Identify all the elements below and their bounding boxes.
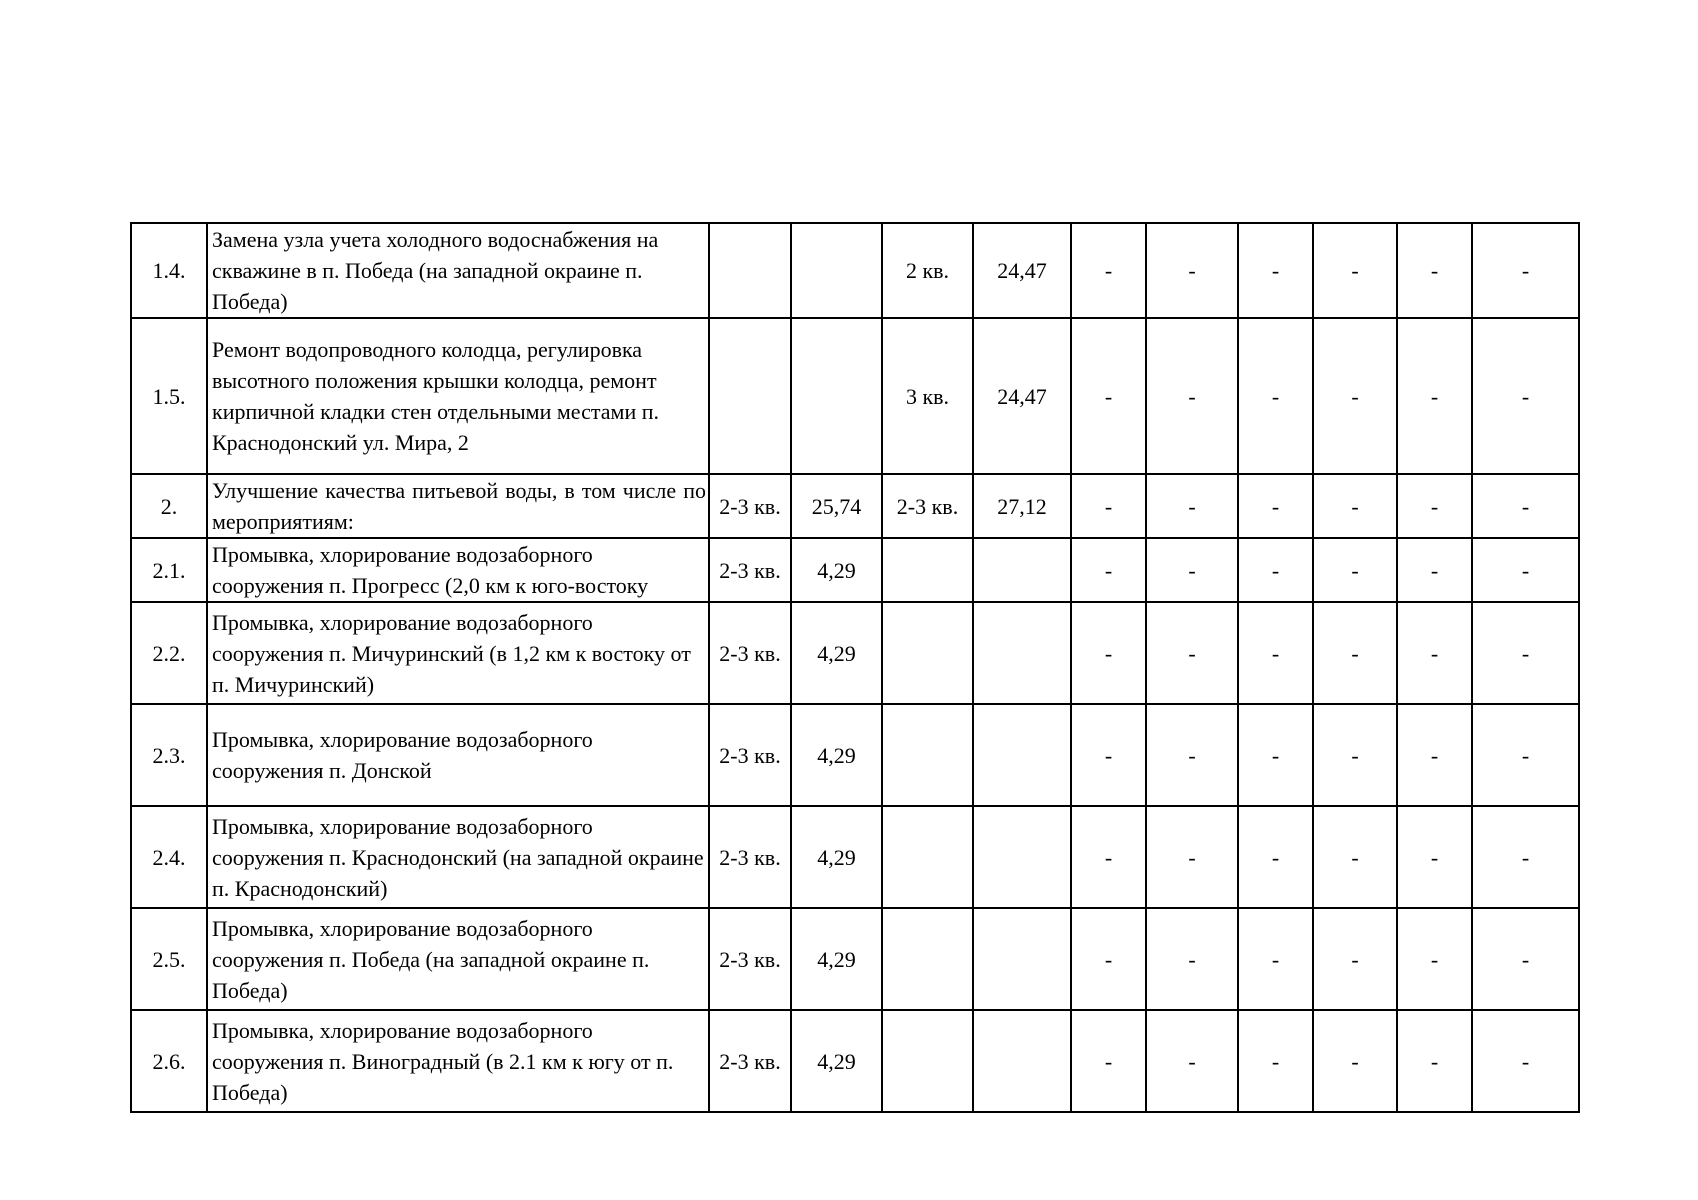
dash-cell: - (1313, 908, 1397, 1010)
dash-cell: - (1238, 223, 1313, 318)
plan-cost: 4,29 (791, 806, 882, 908)
dash-cell: - (1238, 602, 1313, 704)
dash-cell: - (1071, 474, 1146, 538)
dash-cell: - (1472, 704, 1579, 806)
actual-cost: 24,47 (973, 318, 1071, 474)
row-description: Промывка, хлорирование водозаборного сооружения п. Мичуринский (в 1,2 км к востоку от п. Мичуринский) (207, 602, 709, 704)
row-description: Ремонт водопроводного колодца, регулировка высотного положения крышки колодца, ремонт кирпичной кладки стен отдельными местами п. Краснодонский ул. Мира, 2 (207, 318, 709, 474)
dash-cell: - (1472, 538, 1579, 602)
dash-cell: - (1472, 318, 1579, 474)
dash-cell: - (1313, 704, 1397, 806)
row-description: Улучшение качества питьевой воды, в том числе по мероприятиям: (207, 474, 709, 538)
plan-cost (791, 223, 882, 318)
dash-cell: - (1397, 908, 1472, 1010)
actual-period (882, 806, 973, 908)
dash-cell: - (1071, 1010, 1146, 1112)
dash-cell: - (1397, 538, 1472, 602)
actual-period (882, 602, 973, 704)
dash-cell: - (1472, 1010, 1579, 1112)
dash-cell: - (1313, 1010, 1397, 1112)
dash-cell: - (1146, 223, 1238, 318)
plan-period (709, 318, 791, 474)
table-row (131, 318, 1579, 474)
dash-cell: - (1071, 704, 1146, 806)
plan-period (709, 223, 791, 318)
actual-cost (973, 1010, 1071, 1112)
dash-cell: - (1238, 908, 1313, 1010)
plan-period: 2-3 кв. (709, 538, 791, 602)
dash-cell: - (1146, 1010, 1238, 1112)
row-number: 2.3. (131, 704, 207, 806)
table-row (131, 474, 1579, 538)
dash-cell: - (1146, 538, 1238, 602)
plan-period: 2-3 кв. (709, 806, 791, 908)
plan-cost: 4,29 (791, 704, 882, 806)
dash-cell: - (1313, 602, 1397, 704)
dash-cell: - (1071, 806, 1146, 908)
table-row (131, 1010, 1579, 1112)
row-number: 2.1. (131, 538, 207, 602)
dash-cell: - (1397, 1010, 1472, 1112)
dash-cell: - (1472, 602, 1579, 704)
actual-period (882, 1010, 973, 1112)
actual-period: 2 кв. (882, 223, 973, 318)
actual-period (882, 704, 973, 806)
dash-cell: - (1397, 223, 1472, 318)
plan-period: 2-3 кв. (709, 602, 791, 704)
table-row (131, 223, 1579, 318)
row-description: Замена узла учета холодного водоснабжения на скважине в п. Победа (на западной окраине п. Победа) (207, 223, 709, 318)
dash-cell: - (1313, 806, 1397, 908)
dash-cell: - (1472, 223, 1579, 318)
dash-cell: - (1472, 806, 1579, 908)
dash-cell: - (1071, 538, 1146, 602)
row-number: 2.6. (131, 1010, 207, 1112)
actual-period: 3 кв. (882, 318, 973, 474)
table-row (131, 602, 1579, 704)
dash-cell: - (1313, 223, 1397, 318)
row-description: Промывка, хлорирование водозаборного сооружения п. Виноградный (в 2.1 км к югу от п. Победа) (207, 1010, 709, 1112)
dash-cell: - (1146, 318, 1238, 474)
table-row (131, 908, 1579, 1010)
row-description: Промывка, хлорирование водозаборного сооружения п. Победа (на западной окраине п. Победа) (207, 908, 709, 1010)
plan-cost: 4,29 (791, 908, 882, 1010)
dash-cell: - (1238, 704, 1313, 806)
plan-cost: 4,29 (791, 1010, 882, 1112)
dash-cell: - (1397, 602, 1472, 704)
plan-period: 2-3 кв. (709, 1010, 791, 1112)
dash-cell: - (1238, 1010, 1313, 1112)
measures-table (130, 222, 1580, 1113)
dash-cell: - (1472, 908, 1579, 1010)
dash-cell: - (1238, 806, 1313, 908)
plan-cost: 4,29 (791, 602, 882, 704)
actual-period (882, 908, 973, 1010)
dash-cell: - (1146, 806, 1238, 908)
dash-cell: - (1146, 474, 1238, 538)
actual-period (882, 538, 973, 602)
plan-cost: 25,74 (791, 474, 882, 538)
dash-cell: - (1313, 538, 1397, 602)
actual-cost: 27,12 (973, 474, 1071, 538)
plan-period: 2-3 кв. (709, 474, 791, 538)
dash-cell: - (1071, 318, 1146, 474)
plan-period: 2-3 кв. (709, 704, 791, 806)
dash-cell: - (1238, 474, 1313, 538)
actual-cost: 24,47 (973, 223, 1071, 318)
actual-cost (973, 704, 1071, 806)
dash-cell: - (1146, 602, 1238, 704)
table-row (131, 806, 1579, 908)
row-description: Промывка, хлорирование водозаборного сооружения п. Прогресс (2,0 км к юго-востоку (207, 538, 709, 602)
actual-cost (973, 538, 1071, 602)
row-number: 2.5. (131, 908, 207, 1010)
row-description: Промывка, хлорирование водозаборного сооружения п. Донской (207, 704, 709, 806)
dash-cell: - (1313, 474, 1397, 538)
dash-cell: - (1397, 474, 1472, 538)
dash-cell: - (1071, 908, 1146, 1010)
dash-cell: - (1397, 806, 1472, 908)
actual-cost (973, 806, 1071, 908)
table-row (131, 704, 1579, 806)
row-description: Промывка, хлорирование водозаборного сооружения п. Краснодонский (на западной окраине п. Краснодонский) (207, 806, 709, 908)
dash-cell: - (1472, 474, 1579, 538)
table-row (131, 538, 1579, 602)
plan-cost (791, 318, 882, 474)
dash-cell: - (1238, 538, 1313, 602)
dash-cell: - (1313, 318, 1397, 474)
dash-cell: - (1397, 704, 1472, 806)
row-number: 2.2. (131, 602, 207, 704)
dash-cell: - (1071, 602, 1146, 704)
row-number: 2.4. (131, 806, 207, 908)
plan-cost: 4,29 (791, 538, 882, 602)
plan-period: 2-3 кв. (709, 908, 791, 1010)
row-number: 1.5. (131, 318, 207, 474)
row-number: 1.4. (131, 223, 207, 318)
actual-cost (973, 908, 1071, 1010)
row-number: 2. (131, 474, 207, 538)
dash-cell: - (1397, 318, 1472, 474)
dash-cell: - (1146, 908, 1238, 1010)
dash-cell: - (1146, 704, 1238, 806)
dash-cell: - (1071, 223, 1146, 318)
actual-cost (973, 602, 1071, 704)
actual-period: 2-3 кв. (882, 474, 973, 538)
dash-cell: - (1238, 318, 1313, 474)
